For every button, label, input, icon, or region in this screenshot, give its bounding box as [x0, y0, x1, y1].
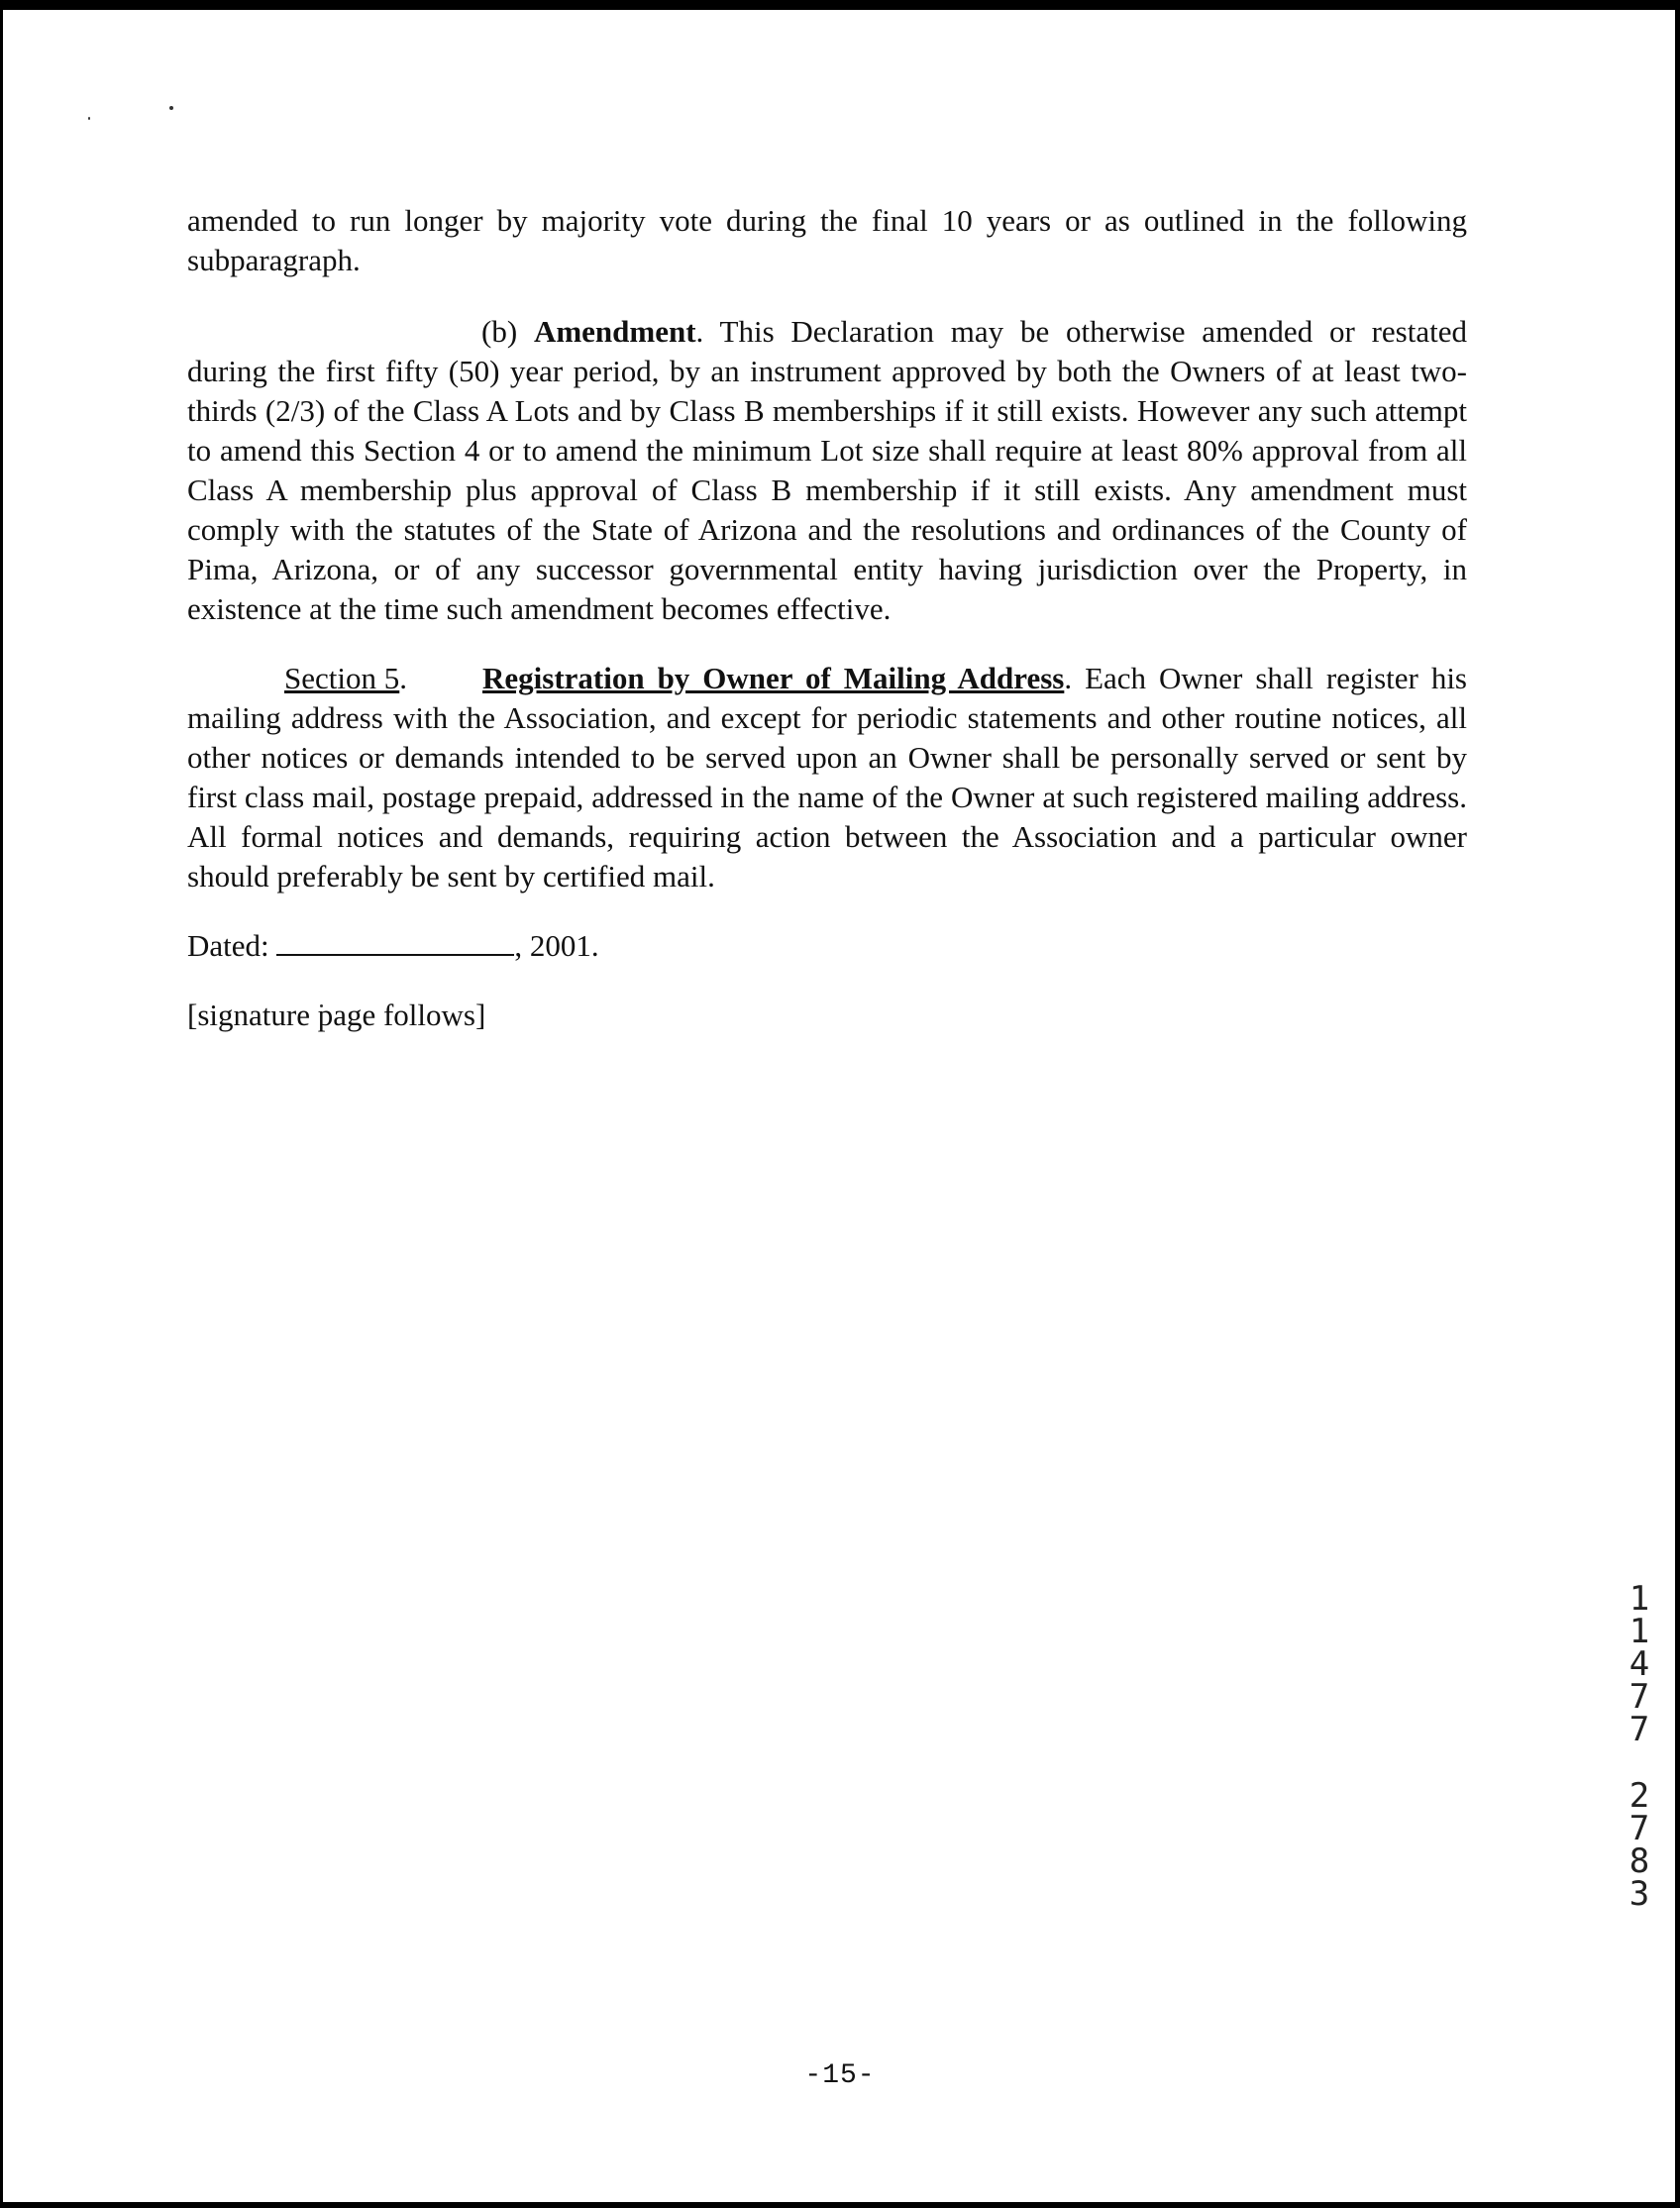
section5-paragraph — [187, 659, 1467, 896]
amendment-paragraph — [187, 312, 1467, 629]
section5-heading: Registration by Owner of Mailing Address — [482, 661, 1065, 695]
signature-page-note: [signature page follows] — [187, 998, 486, 1032]
amendment-heading: Amendment — [533, 314, 696, 349]
recording-digit: 1 — [1628, 1612, 1650, 1651]
scan-speck — [169, 106, 173, 110]
recording-digit: 1 — [1628, 1579, 1650, 1619]
document-body — [187, 201, 1467, 1035]
recording-number — [1622, 1579, 1657, 1914]
recording-digit: 7 — [1628, 1710, 1650, 1749]
recording-digit: 3 — [1628, 1874, 1650, 1914]
scan-speck — [88, 117, 90, 120]
section5-number — [284, 659, 482, 698]
recording-digit: 7 — [1628, 1809, 1650, 1848]
recording-number-part2 — [1622, 1776, 1657, 1914]
continuation-paragraph: amended to run longer by majority vote during the final 10 years or as outlined in the following subparagraph. — [187, 203, 1467, 277]
dated-line — [187, 926, 1467, 966]
dated-label: Dated: — [187, 928, 277, 963]
section5-number-text: Section 5 — [284, 661, 400, 695]
amendment-prefix: (b) — [481, 314, 534, 349]
dated-year: , 2001. — [514, 928, 599, 963]
recording-number-part1 — [1622, 1579, 1657, 1749]
recording-digit: 8 — [1628, 1841, 1650, 1881]
section5-body: . Each Owner shall register his mailing address with the Association, and except for periodic statements and other routine notices, all other notices or demands intended to be served upon an Owner shall be personally served or sent by first class mail, postage prepaid, addressed in the name of the Owner at such registered mailing address. All formal notices and demands, requiring action between the Association and a particular owner should preferably be sent by certified mail. — [187, 661, 1467, 894]
amendment-body: . This Declaration may be otherwise amended or restated during the first fifty (50) year period, by an instrument approved by both the Owners of at least two-thirds (2/3) of the Class A Lots and by Class B memberships if it still exists. However any such attempt to amend this Section 4 or to amend the minimum Lot size shall require at least 80% approval from all Class A membership plus approval of Class B membership if it still exists. Any amendment must comply with the statutes of the State of Arizona and the resolutions and ordinances of the County of Pima, Arizona, or of any successor governmental entity having jurisdiction over the Property, in existence at the time such amendment becomes effective. — [187, 314, 1467, 626]
recording-digit: 4 — [1628, 1644, 1650, 1684]
recording-digit: 2 — [1628, 1776, 1650, 1816]
page-number: -15- — [804, 2060, 876, 2091]
date-blank-line — [276, 926, 514, 956]
recording-digit: 7 — [1628, 1677, 1650, 1717]
section5-number-punct: . — [399, 661, 407, 695]
